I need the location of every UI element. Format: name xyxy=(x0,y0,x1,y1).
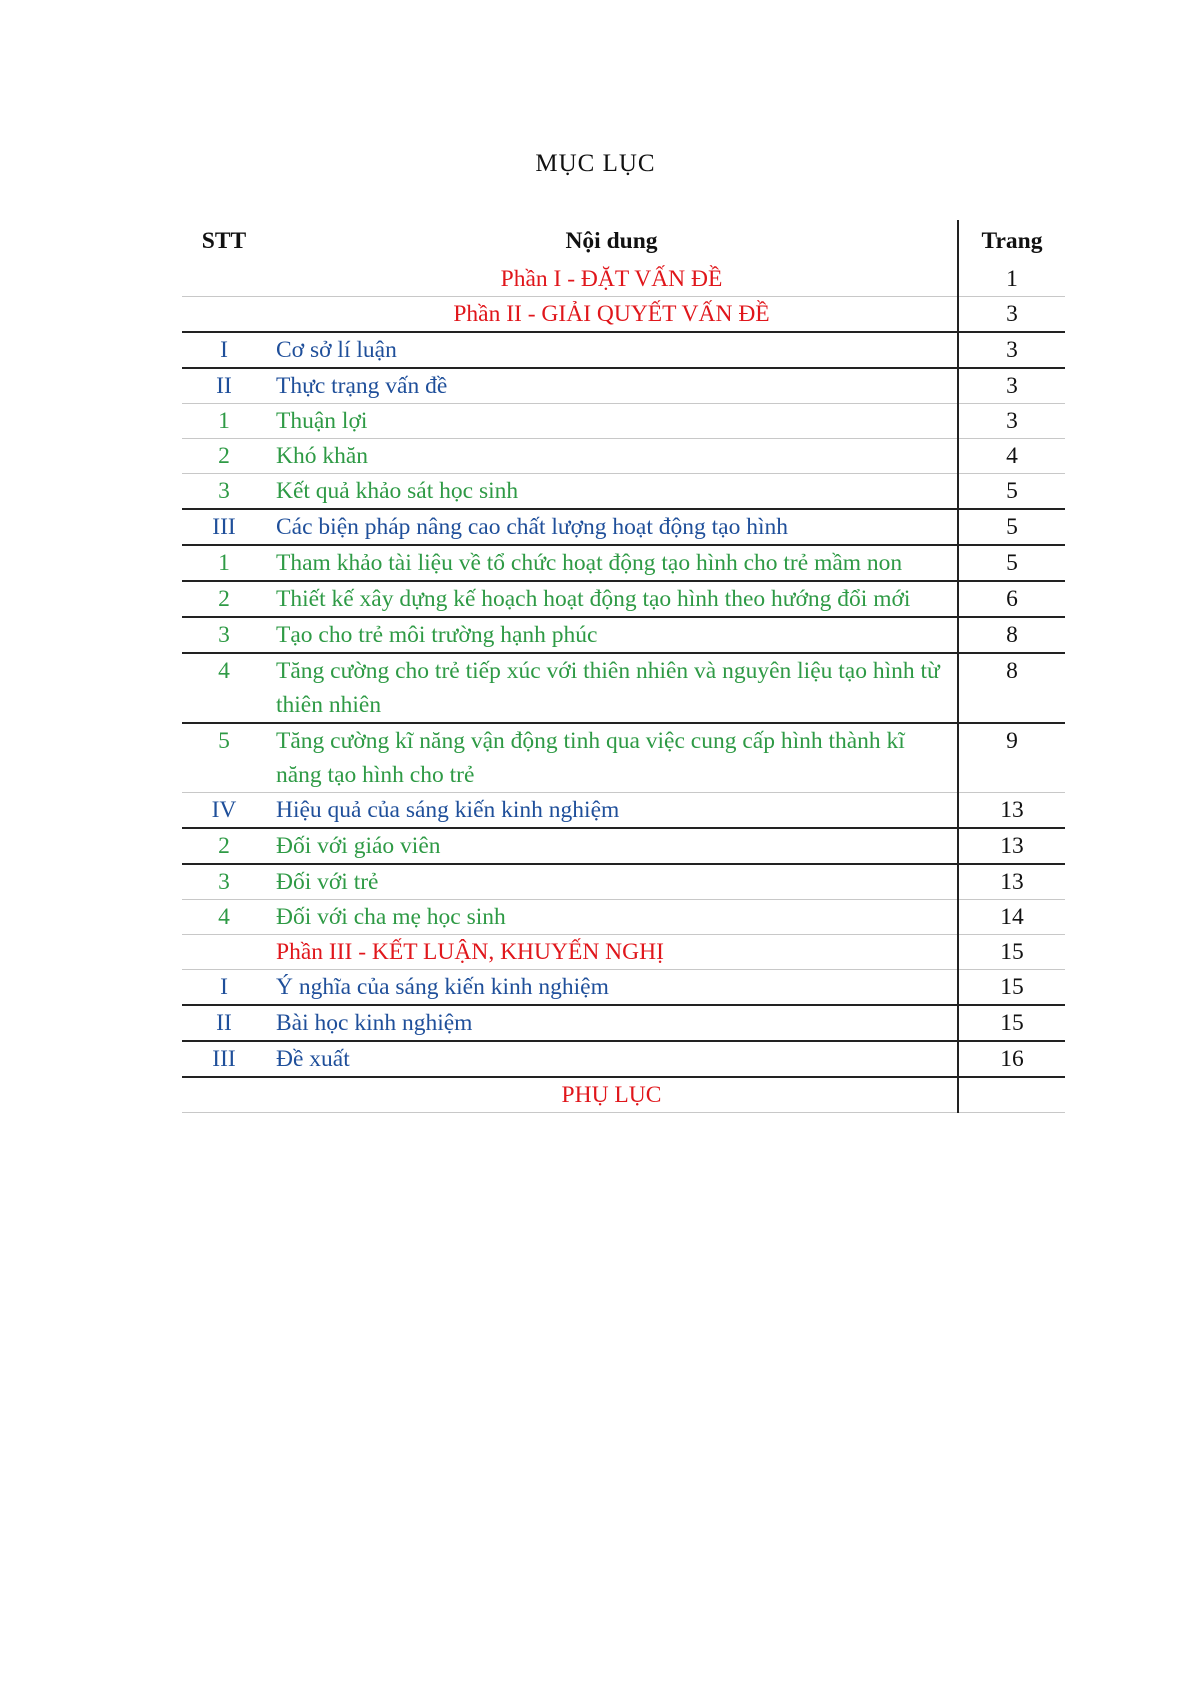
row-page: 8 xyxy=(958,617,1065,653)
row-page: 1 xyxy=(958,262,1065,297)
toc-row-part-3 xyxy=(182,935,1065,970)
row-page: 5 xyxy=(958,509,1065,545)
row-page: 8 xyxy=(958,653,1065,723)
table-header-row xyxy=(182,220,1065,262)
toc-row xyxy=(182,474,1065,510)
toc-row xyxy=(182,439,1065,474)
toc-row xyxy=(182,864,1065,900)
row-stt: III xyxy=(212,1046,236,1072)
row-text: Bài học kinh nghiệm xyxy=(276,1010,473,1036)
row-stt: II xyxy=(216,1010,232,1036)
toc-row xyxy=(182,581,1065,617)
row-text: Cơ sở lí luận xyxy=(276,337,397,363)
row-page: 6 xyxy=(958,581,1065,617)
toc-row xyxy=(182,970,1065,1006)
toc-row xyxy=(182,723,1065,793)
row-page: 4 xyxy=(958,439,1065,474)
part-heading: PHỤ LỤC xyxy=(561,1082,662,1108)
row-text: Ý nghĩa của sáng kiến kinh nghiệm xyxy=(276,974,609,1000)
row-page: 13 xyxy=(958,793,1065,829)
row-page: 9 xyxy=(958,723,1065,793)
toc-row xyxy=(182,545,1065,581)
row-page: 3 xyxy=(958,332,1065,368)
row-page: 16 xyxy=(958,1041,1065,1077)
row-page xyxy=(958,1077,1065,1113)
toc-row xyxy=(182,1041,1065,1077)
row-stt: IV xyxy=(211,797,237,823)
row-text: Đối với giáo viên xyxy=(276,833,441,859)
row-stt: 5 xyxy=(218,728,230,754)
toc-row xyxy=(182,332,1065,368)
header-page: Trang xyxy=(958,220,1065,262)
row-stt: 2 xyxy=(218,443,230,469)
row-stt: II xyxy=(216,373,232,399)
row-stt: 1 xyxy=(218,408,230,434)
row-text: Đối với trẻ xyxy=(276,869,379,895)
row-page: 13 xyxy=(958,828,1065,864)
toc-row xyxy=(182,404,1065,439)
row-text: Kết quả khảo sát học sinh xyxy=(276,478,519,504)
part-heading: Phần III - KẾT LUẬN, KHUYẾN NGHỊ xyxy=(276,939,664,965)
toc-row-part-2 xyxy=(182,297,1065,333)
row-page: 3 xyxy=(958,297,1065,333)
row-stt: 4 xyxy=(218,658,230,684)
header-stt: STT xyxy=(201,228,247,254)
row-text: Thiết kế xây dựng kế hoạch hoạt động tạo hình theo hướng đổi mới xyxy=(276,586,911,612)
toc-row-part-1 xyxy=(182,262,1065,297)
row-text: Tham khảo tài liệu về tổ chức hoạt động tạo hình cho trẻ mầm non xyxy=(276,550,903,576)
row-page: 15 xyxy=(958,1005,1065,1041)
row-stt: I xyxy=(220,974,228,1000)
row-page: 15 xyxy=(958,970,1065,1006)
part-heading: Phần II - GIẢI QUYẾT VẤN ĐỀ xyxy=(453,301,770,327)
row-stt xyxy=(182,1077,266,1113)
row-page: 15 xyxy=(958,935,1065,970)
part-heading: Phần I - ĐẶT VẤN ĐỀ xyxy=(500,266,723,292)
row-stt: 3 xyxy=(218,478,230,504)
row-stt xyxy=(182,297,266,333)
toc-row xyxy=(182,900,1065,935)
toc-row xyxy=(182,653,1065,723)
toc-row-appendix xyxy=(182,1077,1065,1113)
toc-row xyxy=(182,793,1065,829)
row-stt xyxy=(182,262,266,297)
row-page: 13 xyxy=(958,864,1065,900)
row-text: Thực trạng vấn đề xyxy=(276,373,448,399)
toc-table xyxy=(182,220,1065,1113)
row-page: 3 xyxy=(958,404,1065,439)
row-stt: 4 xyxy=(218,904,230,930)
row-text: Tăng cường kĩ năng vận động tinh qua việc cung cấp hình thành kĩ năng tạo hình cho trẻ xyxy=(276,728,905,788)
toc-row xyxy=(182,368,1065,404)
row-page: 14 xyxy=(958,900,1065,935)
row-page: 3 xyxy=(958,368,1065,404)
row-stt: 3 xyxy=(218,869,230,895)
row-stt: I xyxy=(220,337,228,363)
toc-row xyxy=(182,509,1065,545)
page-title: MỤC LỤC xyxy=(535,150,656,177)
row-stt xyxy=(182,935,266,970)
toc-row xyxy=(182,828,1065,864)
toc-row xyxy=(182,1005,1065,1041)
header-content: Nội dung xyxy=(565,228,658,254)
row-text: Thuận lợi xyxy=(276,408,368,434)
row-stt: III xyxy=(212,514,236,540)
row-stt: 2 xyxy=(218,833,230,859)
row-stt: 3 xyxy=(218,622,230,648)
row-text: Đối với cha mẹ học sinh xyxy=(276,904,506,930)
row-page: 5 xyxy=(958,474,1065,510)
row-text: Các biện pháp nâng cao chất lượng hoạt động tạo hình xyxy=(276,514,788,540)
row-text: Đề xuất xyxy=(276,1046,350,1072)
row-stt: 1 xyxy=(218,550,230,576)
row-text: Hiệu quả của sáng kiến kinh nghiệm xyxy=(276,797,620,823)
row-page: 5 xyxy=(958,545,1065,581)
row-text: Tạo cho trẻ môi trường hạnh phúc xyxy=(276,622,598,648)
row-stt: 2 xyxy=(218,586,230,612)
row-text: Tăng cường cho trẻ tiếp xúc với thiên nhiên và nguyên liệu tạo hình từ thiên nhiên xyxy=(276,658,940,718)
row-text: Khó khăn xyxy=(276,443,369,469)
toc-row xyxy=(182,617,1065,653)
